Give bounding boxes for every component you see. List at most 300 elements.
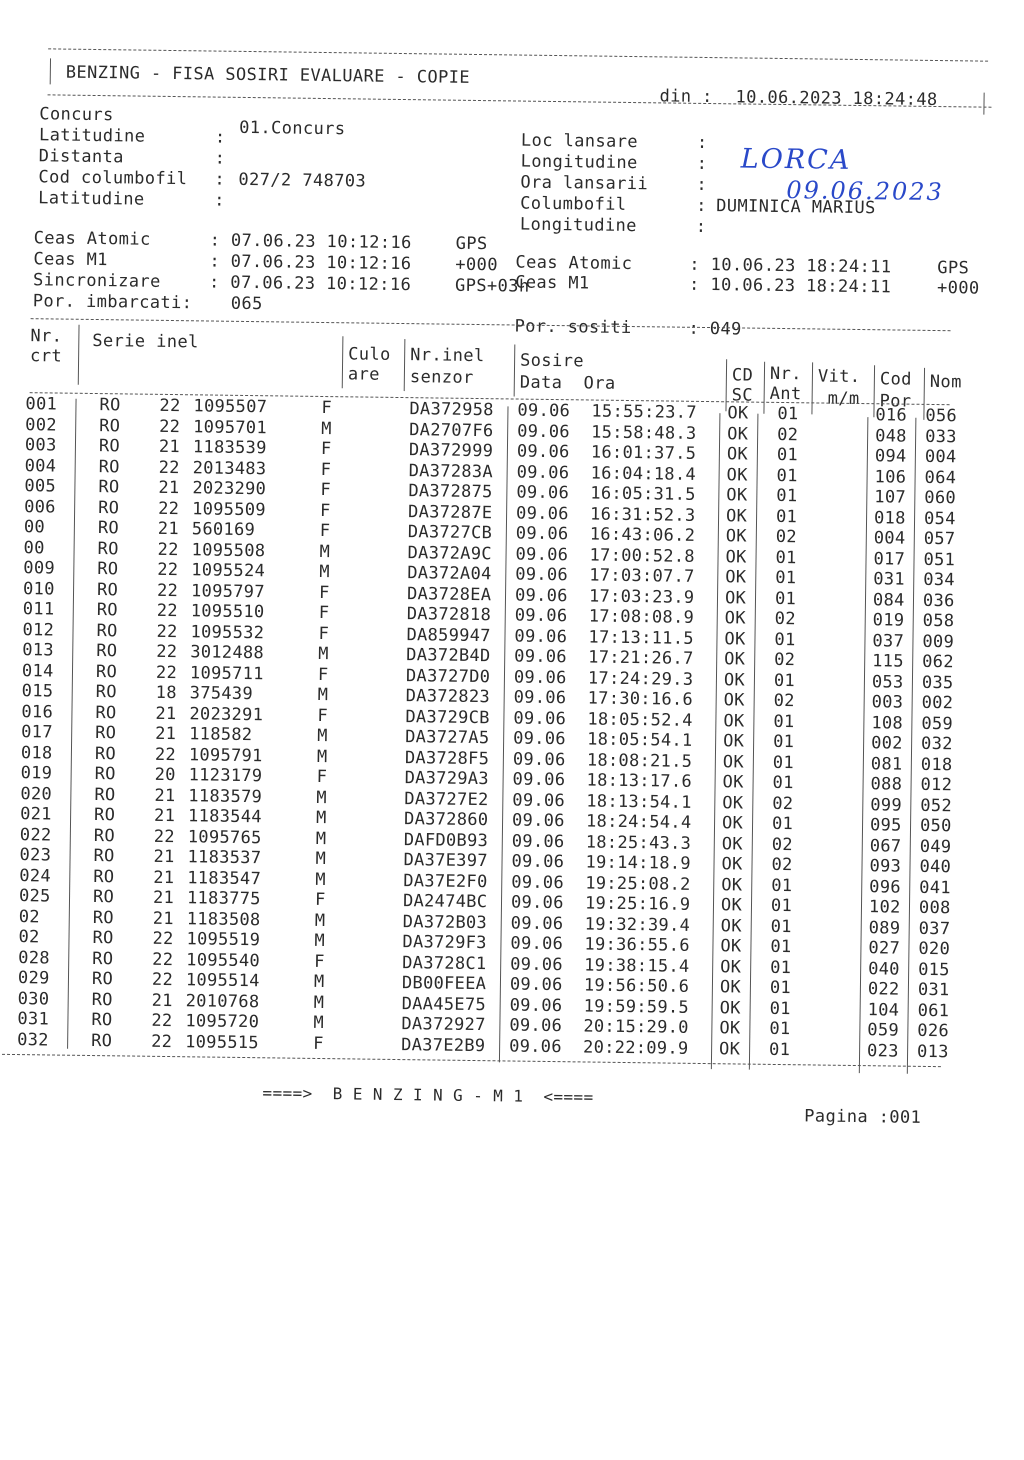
cell-country: RO — [93, 805, 116, 826]
cell-sensor: DA3729CB — [405, 706, 490, 728]
cell-time: 17:24:29.3 — [587, 667, 694, 690]
cell-ant: 02 — [777, 424, 799, 445]
cell-year: 21 — [157, 518, 180, 540]
cell-sensor: DA37283A — [408, 460, 494, 482]
cell-country: RO — [92, 887, 115, 908]
cell-nr: 024 — [19, 865, 52, 886]
cell-ant: 01 — [770, 916, 792, 937]
cell-country: RO — [97, 518, 120, 539]
cell-sex: M — [313, 1012, 325, 1034]
cell-date: 09.06 — [509, 974, 563, 996]
cell-sensor: DAA45E75 — [401, 993, 487, 1015]
cell-ring: 1095524 — [191, 560, 266, 582]
cell-cod: 053 — [871, 671, 904, 693]
cell-nr: 004 — [24, 455, 57, 477]
cell-time: 17:08:08.9 — [588, 606, 695, 628]
cell-sex: F — [320, 479, 332, 501]
cell-ant: 01 — [770, 957, 792, 978]
cell-cd: OK — [723, 669, 746, 691]
clock-left-label: Ceas M1 — [33, 249, 108, 271]
cell-ant: 01 — [775, 567, 797, 589]
cell-year: 21 — [153, 867, 175, 888]
cell-ring: 560169 — [191, 519, 256, 541]
cell-year: 22 — [151, 1031, 173, 1052]
col-header-mm: m/m — [827, 388, 860, 410]
info-left-label: Latitudine — [38, 125, 146, 147]
info-left-label: Concurs — [39, 104, 114, 126]
cell-date: 09.06 — [510, 933, 564, 955]
cell-nom: 035 — [921, 672, 954, 693]
cell-ring: 1095540 — [186, 949, 261, 971]
cell-year: 22 — [155, 662, 178, 683]
cell-date: 09.06 — [510, 953, 564, 975]
cell-cod: 107 — [874, 487, 907, 508]
cell-sensor: DAFD0B93 — [403, 829, 489, 851]
cell-nom: 002 — [921, 692, 954, 714]
cell-country: RO — [94, 784, 116, 805]
handwritten-place: LORCA — [740, 143, 852, 176]
cell-sex: M — [321, 418, 332, 439]
cell-ring: 1183537 — [187, 847, 262, 869]
info-right-separator: : — [696, 174, 708, 196]
cell-nr: 00 — [23, 537, 45, 558]
cell-sensor: DA372999 — [408, 440, 494, 462]
cell-year: 22 — [152, 928, 174, 950]
cell-sex: F — [314, 889, 326, 911]
col-header-serie: Serie inel — [92, 330, 199, 353]
info-right-label: Longitudine — [519, 214, 637, 237]
cell-cod: 093 — [869, 856, 902, 877]
col-header-senzor-1: Nr.inel — [410, 345, 485, 367]
cell-cod: 019 — [872, 610, 905, 631]
col-sep-6 — [763, 362, 765, 414]
cell-cd: OK — [726, 444, 749, 465]
cell-nr: 010 — [22, 578, 55, 599]
cell-country: RO — [95, 682, 117, 703]
cell-year: 22 — [154, 744, 177, 765]
cell-ant: 01 — [769, 977, 792, 999]
info-left-separator: : — [214, 169, 226, 190]
cell-cod: 002 — [870, 733, 903, 754]
col-header-sosire: Sosire — [519, 350, 585, 372]
cell-year: 21 — [155, 703, 177, 724]
cell-cod: 099 — [870, 794, 903, 816]
cell-date: 09.06 — [515, 544, 569, 565]
cell-sensor: DA372958 — [409, 399, 494, 421]
cell-year: 22 — [156, 580, 179, 601]
cell-country: RO — [91, 989, 113, 1010]
cell-date: 09.06 — [510, 912, 564, 934]
cell-cd: OK — [721, 813, 744, 834]
cell-ring: 1095515 — [185, 1031, 260, 1053]
cell-year: 22 — [157, 539, 179, 560]
info-right-label: Columbofil — [520, 193, 627, 215]
cell-ant: 01 — [773, 711, 795, 732]
cell-date: 09.06 — [512, 749, 566, 770]
cell-sex: M — [316, 746, 328, 767]
cell-ring: 1095791 — [188, 744, 263, 766]
cell-nr: 011 — [22, 599, 55, 620]
cell-time: 17:13:11.5 — [588, 626, 694, 649]
cell-nr: 009 — [23, 558, 56, 579]
cell-cd: OK — [720, 956, 742, 978]
cell-sensor: DA37E2B9 — [401, 1034, 486, 1056]
cell-nr: 022 — [19, 824, 52, 845]
cell-cod: 089 — [868, 917, 901, 939]
cell-sensor: DA3728EA — [406, 583, 492, 605]
cell-nom: 062 — [922, 651, 954, 673]
cell-sensor: DA372860 — [403, 809, 489, 831]
cell-ant: 01 — [774, 588, 797, 609]
cell-cod: 081 — [870, 753, 903, 775]
cell-nom: 032 — [920, 733, 953, 755]
cell-time: 17:00:52.8 — [589, 544, 696, 567]
cell-nr: 021 — [19, 804, 52, 825]
cell-nr: 02 — [18, 927, 40, 948]
cell-nr: 002 — [25, 414, 57, 436]
cell-nom: 031 — [917, 979, 950, 1001]
cell-nr: 029 — [17, 968, 50, 989]
cell-date: 09.06 — [509, 1015, 563, 1037]
clock-right-extra: +000 — [936, 278, 980, 299]
clock-left-label: Por. imbarcati: — [32, 291, 193, 314]
cell-sex: M — [317, 725, 328, 747]
cell-date: 09.06 — [515, 503, 569, 524]
cell-cd: OK — [727, 423, 749, 445]
cell-time: 16:01:37.5 — [590, 442, 697, 464]
cell-ant: 02 — [773, 690, 795, 712]
header-left-bar — [50, 58, 51, 84]
cell-nom: 051 — [923, 549, 956, 570]
clock-left-value: : 07.06.23 10:12:16 — [209, 230, 412, 254]
col-header-culoare-1: Culo — [348, 344, 391, 365]
cell-cod: 018 — [873, 507, 906, 529]
cell-ant: 01 — [769, 998, 791, 1019]
cell-nom: 056 — [925, 405, 958, 427]
cell-sensor: DA3728F5 — [404, 747, 490, 769]
cell-cd: OK — [719, 997, 741, 1019]
info-left-value: 01.Concurs — [238, 117, 346, 140]
cell-time: 19:14:18.9 — [585, 852, 692, 874]
cell-sex: M — [313, 971, 325, 993]
cell-country: RO — [97, 559, 119, 580]
cell-time: 19:25:16.9 — [584, 893, 691, 915]
cell-nom: 050 — [919, 815, 952, 837]
col-header-sc: SC — [731, 385, 754, 406]
cell-country: RO — [91, 969, 114, 990]
cell-date: 09.06 — [512, 790, 566, 811]
cell-sex: M — [314, 930, 326, 952]
cell-year: 18 — [155, 682, 177, 704]
cell-year: 21 — [153, 805, 176, 827]
cell-cd: OK — [725, 546, 747, 568]
cell-date: 09.06 — [512, 769, 566, 791]
cell-cd: OK — [723, 710, 745, 732]
cell-sensor: DA372B03 — [402, 911, 488, 933]
cell-date: 09.06 — [511, 872, 565, 893]
cell-nom: 041 — [919, 877, 951, 898]
cell-cod: 108 — [871, 712, 904, 734]
cell-time: 18:13:17.6 — [586, 770, 693, 792]
cell-nr: 015 — [21, 681, 54, 702]
cell-cd: OK — [724, 649, 746, 670]
col-header-data-ora: Data Ora — [519, 372, 616, 394]
cell-year: 22 — [157, 559, 179, 581]
col-header-nom: Nom — [929, 371, 962, 393]
cell-sensor: DA2474BC — [402, 891, 488, 913]
cell-ring: 1095765 — [187, 826, 262, 848]
cell-cod: 027 — [868, 938, 901, 959]
cell-nom: 059 — [921, 713, 954, 734]
cell-date: 09.06 — [511, 831, 565, 852]
cell-time: 20:22:09.9 — [582, 1036, 689, 1059]
cell-nom: 033 — [925, 426, 957, 447]
cell-sensor: DA372A04 — [407, 563, 492, 585]
cell-year: 21 — [153, 846, 175, 868]
cell-sex: F — [313, 1033, 324, 1054]
cell-sex: M — [319, 541, 331, 562]
cell-sex: F — [321, 397, 333, 419]
cell-cd: OK — [722, 772, 744, 793]
info-right-label: Loc lansare — [520, 130, 639, 153]
cell-ring: 1095508 — [191, 539, 266, 561]
cell-cd: OK — [721, 833, 744, 855]
cell-sex: F — [319, 500, 331, 521]
cell-cod: 059 — [867, 1020, 900, 1041]
cell-sensor: DA372823 — [405, 686, 491, 708]
cell-cd: OK — [719, 977, 742, 998]
cell-date: 09.06 — [516, 441, 570, 463]
clock-left-value: 065 — [230, 293, 263, 315]
cell-ant: 01 — [776, 485, 798, 507]
cell-country: RO — [96, 641, 118, 662]
clock-left-extra: GPS+03h — [454, 275, 530, 297]
cell-nom: 018 — [920, 754, 953, 775]
cell-date: 09.06 — [510, 892, 564, 914]
cell-nom: 015 — [918, 959, 950, 980]
report-date: 10.06.2023 18:24:48 — [735, 87, 938, 111]
cell-ring: 1183539 — [192, 437, 267, 459]
cell-sex: M — [318, 643, 329, 665]
cell-nom: 049 — [919, 836, 952, 857]
cell-cd: OK — [723, 731, 745, 752]
cell-nr: 013 — [22, 640, 55, 661]
info-left-separator: : — [214, 127, 226, 148]
cell-cd: OK — [726, 485, 748, 506]
cell-date: 09.06 — [515, 523, 569, 545]
cell-country: RO — [99, 415, 121, 436]
cell-time: 18:05:54.1 — [587, 729, 693, 751]
cell-cd: OK — [720, 936, 742, 957]
clock-right-label: Ceas M1 — [514, 272, 590, 294]
cell-ant: 01 — [773, 670, 796, 691]
page-number: Pagina :001 — [804, 1106, 922, 1128]
cell-time: 19:32:39.4 — [584, 913, 691, 936]
cell-country: RO — [98, 477, 120, 498]
cell-nr: 017 — [21, 722, 53, 743]
cell-cd: OK — [720, 895, 743, 916]
cell-nom: 058 — [922, 610, 955, 632]
cell-cd: OK — [726, 464, 748, 486]
cell-country: RO — [92, 928, 114, 949]
cell-country: RO — [95, 661, 118, 682]
cell-date: 09.06 — [514, 646, 568, 668]
col-header-vit: Vit. — [817, 366, 861, 388]
cell-ring: 1183544 — [187, 806, 262, 828]
cell-sensor: DA3727CB — [407, 522, 493, 544]
body-sep-nr — [67, 399, 77, 1049]
body-sep-senzor — [499, 406, 509, 1062]
cell-nom: 012 — [920, 774, 953, 796]
info-left-label: Distanta — [38, 146, 124, 168]
cell-country: RO — [95, 723, 117, 744]
cell-year: 21 — [155, 723, 177, 745]
info-right-separator: : — [696, 153, 708, 175]
cell-ring: 2013483 — [192, 457, 267, 479]
cell-ring: 118582 — [189, 724, 253, 746]
cell-nom: 040 — [919, 856, 952, 878]
cell-sensor: DA372875 — [408, 481, 493, 503]
clock-right-label: Por. sositi — [514, 316, 632, 339]
cell-ant: 01 — [771, 875, 793, 896]
cell-time: 17:21:26.7 — [588, 647, 694, 669]
cell-nom: 052 — [920, 795, 953, 816]
cell-sex: M — [313, 992, 325, 1013]
cell-date: 09.06 — [513, 728, 566, 750]
body-sep-ora — [711, 413, 721, 1069]
cell-cd: OK — [719, 1018, 741, 1039]
cell-sensor: DB00FEEA — [401, 973, 487, 995]
cell-cod: 084 — [872, 589, 905, 611]
cell-sex: M — [315, 828, 327, 849]
cell-date: 09.06 — [511, 810, 565, 832]
cell-sex: M — [315, 807, 327, 829]
cell-sex: F — [318, 602, 330, 624]
cell-ant: 01 — [774, 629, 796, 650]
cell-cod: 017 — [873, 548, 906, 570]
cell-sex: F — [317, 705, 329, 726]
cell-sex: M — [314, 910, 326, 931]
cell-year: 22 — [153, 826, 176, 847]
cell-sensor: DA2707F6 — [409, 419, 494, 441]
body-sep-cod-left — [859, 417, 869, 1073]
cell-cod: 106 — [874, 466, 907, 488]
cell-time: 18:25:43.3 — [585, 831, 692, 854]
info-right-value: DUMINICA MARIUS — [716, 196, 876, 219]
cell-nom: 008 — [918, 897, 951, 919]
cell-ant: 02 — [772, 793, 794, 814]
cell-cod: 104 — [867, 999, 900, 1021]
cell-date: 09.06 — [514, 585, 568, 606]
cell-cod: 003 — [871, 692, 904, 713]
cell-sex: M — [315, 848, 327, 870]
cell-ant: 01 — [776, 444, 799, 466]
cell-ring: 1095532 — [190, 621, 265, 643]
table-bottom-rule — [0, 1054, 941, 1067]
cell-country: RO — [98, 497, 120, 518]
clock-left-label: Sincronizare — [32, 270, 161, 292]
cell-ring: 1123179 — [188, 765, 263, 787]
cell-time: 18:05:52.4 — [587, 708, 693, 731]
body-sep-cd — [749, 414, 759, 1070]
cell-nom: 064 — [924, 467, 957, 488]
cell-date: 09.06 — [509, 1035, 562, 1057]
cell-ring: 1095720 — [185, 1011, 260, 1033]
cell-sensor: DA37E397 — [403, 850, 488, 872]
col-header-senzor-2: senzor — [409, 367, 474, 388]
cell-nr: 032 — [17, 1029, 49, 1050]
cell-sex: F — [318, 623, 330, 644]
cell-time: 19:56:50.6 — [583, 975, 690, 997]
cell-time: 16:04:18.4 — [590, 463, 697, 485]
cell-cd: OK — [724, 628, 746, 650]
cell-year: 20 — [154, 764, 176, 786]
cell-country: RO — [98, 436, 121, 457]
cell-nom: 054 — [923, 508, 956, 529]
cell-sensor: DA3729F3 — [402, 932, 487, 954]
cell-time: 19:38:15.4 — [584, 954, 690, 977]
cell-year: 22 — [152, 949, 174, 970]
cell-ant: 02 — [775, 526, 798, 548]
cell-ant: 01 — [768, 1039, 791, 1060]
cell-time: 17:30:16.6 — [587, 688, 694, 710]
cell-sex: F — [317, 664, 329, 685]
cell-sensor: DA37E2F0 — [403, 870, 488, 892]
info-right-separator: : — [696, 195, 707, 217]
cell-ring: 1183547 — [187, 867, 262, 889]
cell-sensor: DA372B4D — [406, 645, 491, 667]
header-right-bar — [983, 93, 984, 115]
cell-cod: 004 — [873, 528, 906, 549]
info-left-label: Latitudine — [38, 188, 145, 210]
cell-cod: 096 — [869, 876, 901, 898]
col-header-cd: CD — [731, 365, 754, 386]
cell-time: 17:03:23.9 — [588, 585, 695, 608]
cell-sex: F — [314, 951, 325, 972]
cell-ring: 3012488 — [190, 642, 265, 664]
cell-ring: 1183775 — [186, 888, 261, 910]
cell-cd: OK — [721, 874, 743, 896]
info-right-separator: : — [695, 216, 707, 237]
cell-cd: OK — [718, 1038, 741, 1060]
col-sep-3 — [404, 339, 406, 391]
cell-date: 09.06 — [515, 564, 569, 586]
cell-country: RO — [94, 764, 116, 785]
cell-year: 22 — [158, 457, 180, 478]
cell-nom: 020 — [918, 938, 951, 960]
cell-nr: 028 — [18, 947, 50, 968]
handwritten-date: 09.06.2023 — [786, 176, 944, 207]
cell-sensor: DA37287E — [407, 501, 493, 523]
cell-date: 09.06 — [511, 851, 565, 873]
col-sep-4 — [514, 344, 516, 396]
cell-ant: 01 — [775, 547, 797, 568]
cell-sex: F — [319, 520, 331, 542]
cell-time: 18:08:21.5 — [586, 749, 693, 772]
cell-ring: 1183579 — [188, 785, 263, 807]
clock-right-value: : 049 — [688, 318, 742, 340]
cell-ring: 1095510 — [190, 601, 265, 623]
cell-ant: 01 — [770, 936, 792, 958]
cell-nom: 060 — [924, 487, 957, 509]
cell-ring: 1095514 — [185, 970, 260, 992]
cell-country: RO — [96, 620, 118, 641]
cell-cod: 023 — [866, 1040, 899, 1062]
cell-date: 09.06 — [513, 687, 567, 709]
cell-sensor: DA3727D0 — [405, 665, 491, 687]
cell-ring: 375439 — [189, 683, 254, 705]
cell-nr: 023 — [19, 845, 52, 866]
